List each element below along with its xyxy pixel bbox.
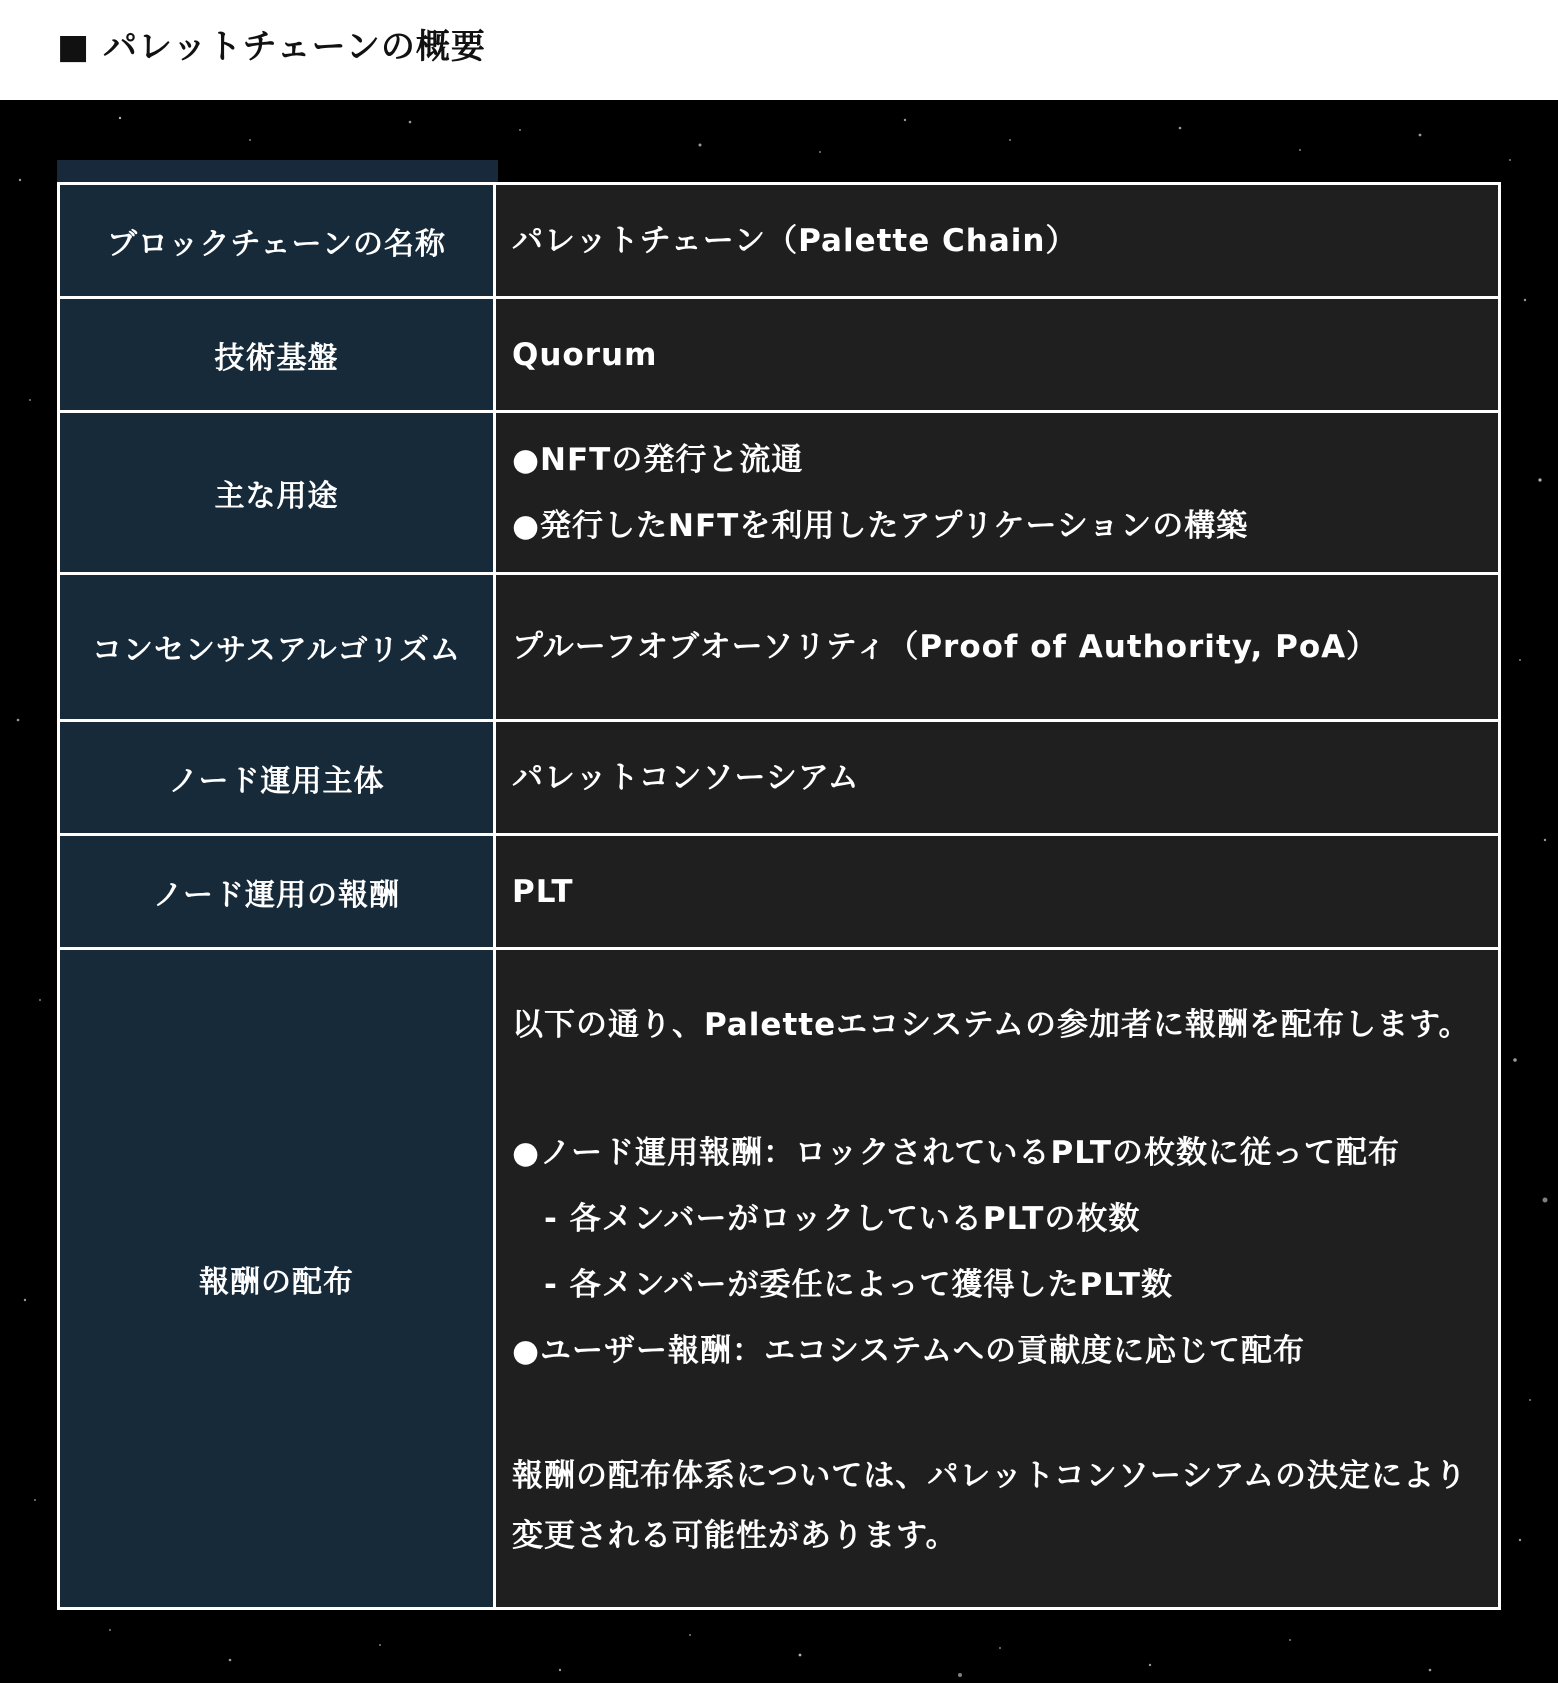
node-reward-value: PLT (512, 873, 574, 910)
technology-value: Quorum (512, 336, 658, 373)
table-row-node-operator (59, 721, 1500, 835)
node-operator-value: パレットコンソーシアム (512, 759, 860, 796)
row-value-technology (495, 298, 1500, 412)
overview-table (57, 182, 1501, 1610)
row-value-uses (495, 412, 1500, 574)
table-row-consensus (59, 574, 1500, 721)
chain-name-value: パレットチェーン（Palette Chain） (512, 222, 1078, 259)
table-row-node-reward (59, 835, 1500, 949)
reward-subitem: - 各メンバーがロックしているPLTの枚数 (544, 1200, 1141, 1237)
table-row-technology (59, 298, 1500, 412)
row-label-technology: 技術基盤 (59, 298, 495, 412)
row-value-consensus (495, 574, 1500, 721)
row-label-node-operator: ノード運用主体 (59, 721, 495, 835)
row-label-consensus: コンセンサスアルゴリズム (59, 574, 495, 721)
row-value-reward-distribution (495, 949, 1500, 1609)
row-label-reward-distribution: 報酬の配布 (59, 949, 495, 1609)
table-row-reward-distribution (59, 949, 1500, 1609)
table-row-chain-name (59, 184, 1500, 298)
page-header (0, 0, 1558, 100)
table-row-uses (59, 412, 1500, 574)
row-value-node-operator (495, 721, 1500, 835)
row-label-chain-name: ブロックチェーンの名称 (59, 184, 495, 298)
row-value-node-reward (495, 835, 1500, 949)
row-value-chain-name (495, 184, 1500, 298)
reward-note: 報酬の配布体系については、パレットコンソーシアムの決定により変更される可能性があります。 (512, 1457, 1468, 1554)
table-tab-strip (57, 160, 498, 182)
row-label-node-reward: ノード運用の報酬 (59, 835, 495, 949)
reward-subitem: - 各メンバーが委任によって獲得したPLT数 (544, 1266, 1173, 1303)
uses-item: ●NFTの発行と流通 (512, 441, 804, 478)
reward-intro: 以下の通り、Paletteエコシステムの参加者に報酬を配布します。 (512, 1006, 1471, 1043)
page-title: ■ パレットチェーンの概要 (57, 27, 486, 67)
reward-bullet: ●ユーザー報酬：エコシステムへの貢献度に応じて配布 (512, 1332, 1305, 1369)
reward-bullet: ●ノード運用報酬：ロックされているPLTの枚数に従って配布 (512, 1134, 1400, 1171)
consensus-value: プルーフオブオーソリティ（Proof of Authority, PoA） (512, 629, 1379, 665)
uses-item: ●発行したNFTを利用したアプリケーションの構築 (512, 507, 1249, 544)
row-label-uses: 主な用途 (59, 412, 495, 574)
starfield-background (0, 100, 1558, 1683)
